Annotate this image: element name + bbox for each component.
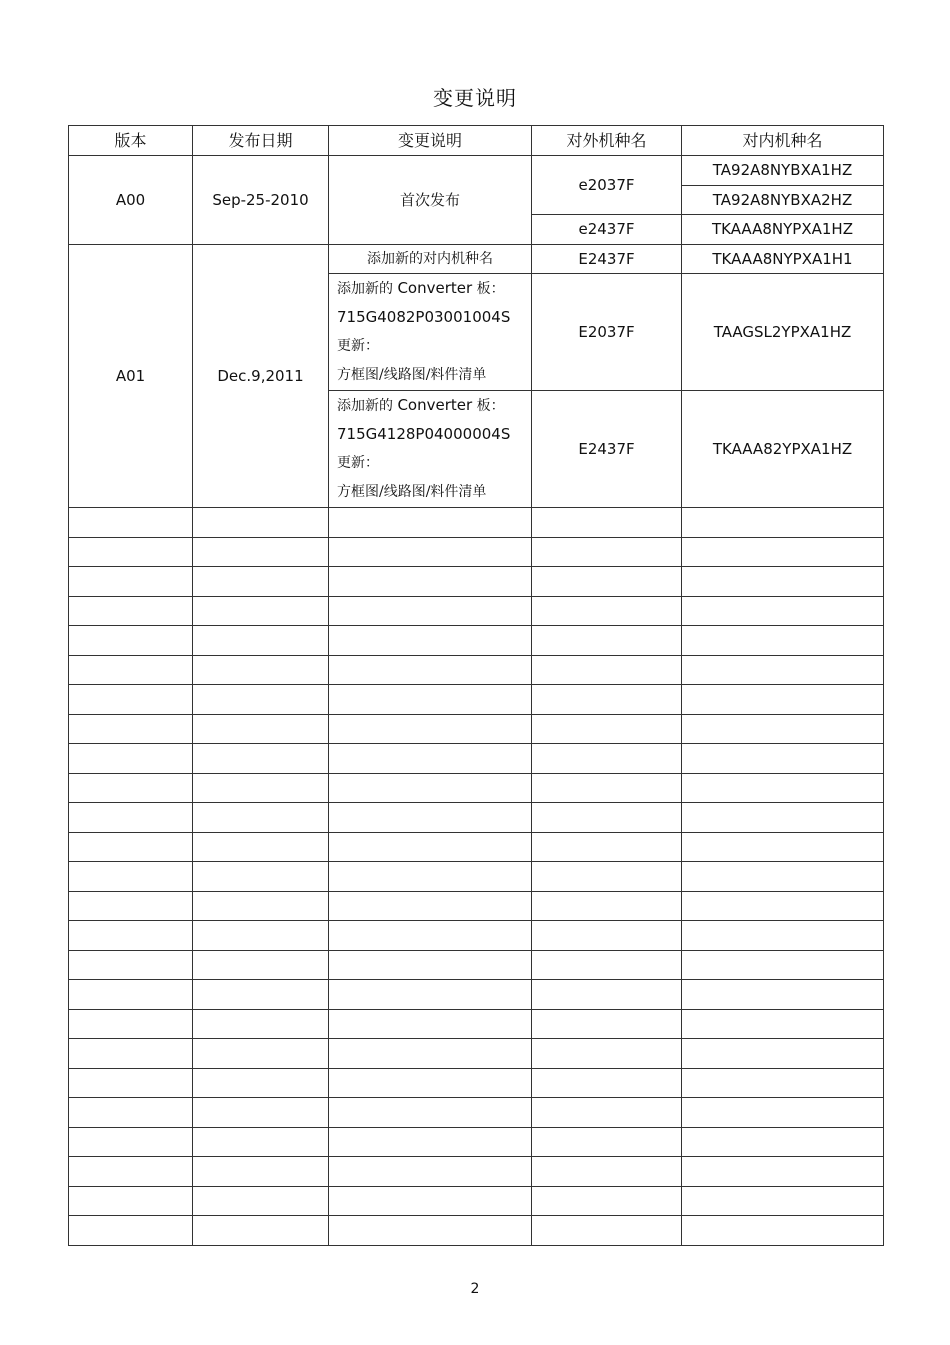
empty-cell <box>69 685 193 715</box>
empty-cell <box>69 1098 193 1128</box>
table-row <box>69 244 884 274</box>
empty-cell <box>193 537 329 567</box>
date-cell: Sep-25-2010 <box>193 156 329 245</box>
empty-cell <box>193 921 329 951</box>
empty-cell <box>682 1039 884 1069</box>
empty-table-row <box>69 655 884 685</box>
page-number: 2 <box>470 1281 480 1297</box>
empty-cell <box>532 832 682 862</box>
empty-cell <box>682 1216 884 1246</box>
empty-cell <box>69 1216 193 1246</box>
empty-cell <box>682 567 884 597</box>
description-line: 715G4082P03001004S <box>337 308 511 326</box>
empty-cell <box>69 1157 193 1187</box>
empty-table-row <box>69 744 884 774</box>
empty-cell <box>682 626 884 656</box>
empty-cell <box>329 1009 532 1039</box>
empty-cell <box>69 891 193 921</box>
empty-table-row <box>69 685 884 715</box>
empty-cell <box>193 714 329 744</box>
empty-cell <box>193 950 329 980</box>
empty-cell <box>682 921 884 951</box>
empty-cell <box>69 832 193 862</box>
empty-table-row <box>69 891 884 921</box>
empty-cell <box>69 1068 193 1098</box>
empty-cell <box>329 596 532 626</box>
empty-cell <box>532 1009 682 1039</box>
empty-cell <box>329 567 532 597</box>
empty-cell <box>329 773 532 803</box>
empty-cell <box>193 1098 329 1128</box>
empty-table-row <box>69 1216 884 1246</box>
empty-cell <box>69 1009 193 1039</box>
internal-model-cell: TKAAA8NYPXA1H1 <box>682 244 884 274</box>
empty-table-row <box>69 1157 884 1187</box>
empty-cell <box>682 891 884 921</box>
empty-cell <box>69 862 193 892</box>
empty-cell <box>682 862 884 892</box>
empty-cell <box>329 655 532 685</box>
empty-cell <box>682 1157 884 1187</box>
page-title: 变更说明 <box>433 86 517 110</box>
internal-model-cell: TKAAA8NYPXA1HZ <box>682 215 884 245</box>
header-release-date: 发布日期 <box>193 126 329 156</box>
empty-table-row <box>69 950 884 980</box>
empty-table-row <box>69 1186 884 1216</box>
empty-cell <box>193 862 329 892</box>
empty-cell <box>329 980 532 1010</box>
header-external-model: 对外机种名 <box>532 126 682 156</box>
empty-table-row <box>69 980 884 1010</box>
empty-cell <box>532 508 682 538</box>
empty-cell <box>69 773 193 803</box>
empty-table-row <box>69 773 884 803</box>
empty-cell <box>329 803 532 833</box>
empty-table-row <box>69 832 884 862</box>
empty-cell <box>329 744 532 774</box>
empty-cell <box>532 1127 682 1157</box>
empty-cell <box>69 655 193 685</box>
empty-cell <box>532 1157 682 1187</box>
empty-table-row <box>69 567 884 597</box>
empty-cell <box>532 1186 682 1216</box>
empty-cell <box>329 1216 532 1246</box>
empty-table-row <box>69 1127 884 1157</box>
description-line: 添加新的 Converter 板： <box>337 279 505 297</box>
empty-cell <box>329 1127 532 1157</box>
empty-cell <box>193 832 329 862</box>
empty-cell <box>193 1009 329 1039</box>
empty-cell <box>532 891 682 921</box>
empty-table-row <box>69 1009 884 1039</box>
header-change-description: 变更说明 <box>329 126 532 156</box>
empty-table-row <box>69 1098 884 1128</box>
empty-cell <box>532 773 682 803</box>
empty-table-row <box>69 862 884 892</box>
empty-cell <box>193 1157 329 1187</box>
empty-cell <box>532 685 682 715</box>
external-model-cell: e2437F <box>532 215 682 245</box>
empty-cell <box>193 1039 329 1069</box>
empty-cell <box>193 1127 329 1157</box>
empty-cell <box>532 655 682 685</box>
empty-cell <box>532 596 682 626</box>
empty-cell <box>532 626 682 656</box>
header-internal-model: 对内机种名 <box>682 126 884 156</box>
empty-table-row <box>69 508 884 538</box>
empty-cell <box>193 1186 329 1216</box>
empty-cell <box>193 773 329 803</box>
empty-cell <box>682 1186 884 1216</box>
empty-cell <box>69 1039 193 1069</box>
internal-model-cell: TA92A8NYBXA2HZ <box>682 185 884 215</box>
empty-cell <box>532 980 682 1010</box>
empty-cell <box>69 626 193 656</box>
empty-table-row <box>69 921 884 951</box>
change-log-table <box>68 125 884 1246</box>
description-line: 方框图/线路图/料件清单 <box>337 367 487 383</box>
empty-cell <box>69 567 193 597</box>
empty-table-row <box>69 714 884 744</box>
empty-cell <box>532 1098 682 1128</box>
version-cell: A00 <box>69 156 193 245</box>
empty-cell <box>329 891 532 921</box>
empty-cell <box>682 1098 884 1128</box>
empty-cell <box>69 980 193 1010</box>
empty-cell <box>682 1127 884 1157</box>
empty-cell <box>682 980 884 1010</box>
external-model-cell: E2437F <box>532 244 682 274</box>
empty-table-row <box>69 596 884 626</box>
description-cell <box>329 274 532 391</box>
internal-model-cell: TA92A8NYBXA1HZ <box>682 156 884 186</box>
empty-cell <box>532 567 682 597</box>
empty-cell <box>69 744 193 774</box>
empty-cell <box>69 950 193 980</box>
empty-cell <box>329 508 532 538</box>
description-line: 方框图/线路图/料件清单 <box>337 484 487 500</box>
empty-cell <box>329 1157 532 1187</box>
empty-cell <box>329 1039 532 1069</box>
empty-cell <box>193 655 329 685</box>
empty-cell <box>532 744 682 774</box>
empty-cell <box>329 832 532 862</box>
description-line: 更新： <box>337 338 379 354</box>
empty-cell <box>329 1098 532 1128</box>
empty-cell <box>682 685 884 715</box>
empty-cell <box>193 685 329 715</box>
empty-cell <box>329 1186 532 1216</box>
empty-cell <box>682 773 884 803</box>
external-model-cell: e2037F <box>532 156 682 215</box>
description-line: 更新： <box>337 455 379 471</box>
empty-cell <box>69 1186 193 1216</box>
empty-cell <box>193 744 329 774</box>
empty-table-row <box>69 537 884 567</box>
empty-table-row <box>69 803 884 833</box>
empty-cell <box>682 596 884 626</box>
empty-cell <box>329 685 532 715</box>
empty-cell <box>193 626 329 656</box>
table-row <box>69 156 884 186</box>
version-cell: A01 <box>69 244 193 508</box>
empty-cell <box>682 714 884 744</box>
empty-cell <box>193 803 329 833</box>
description-cell <box>329 391 532 508</box>
empty-cell <box>532 803 682 833</box>
empty-cell <box>329 626 532 656</box>
empty-cell <box>329 862 532 892</box>
empty-cell <box>532 537 682 567</box>
description-line: 添加新的 Converter 板： <box>337 396 505 414</box>
empty-cell <box>193 1216 329 1246</box>
empty-cell <box>329 950 532 980</box>
empty-cell <box>193 891 329 921</box>
empty-cell <box>69 921 193 951</box>
empty-cell <box>532 714 682 744</box>
empty-cell <box>682 655 884 685</box>
empty-cell <box>329 1068 532 1098</box>
external-model-cell: E2437F <box>532 391 682 508</box>
empty-cell <box>682 744 884 774</box>
empty-cell <box>682 1068 884 1098</box>
empty-cell <box>682 508 884 538</box>
description-line: 715G4128P04000004S <box>337 425 511 443</box>
header-version: 版本 <box>69 126 193 156</box>
empty-table-row <box>69 626 884 656</box>
empty-cell <box>193 508 329 538</box>
empty-cell <box>69 596 193 626</box>
date-cell: Dec.9,2011 <box>193 244 329 508</box>
empty-cell <box>193 980 329 1010</box>
empty-cell <box>532 950 682 980</box>
empty-cell <box>532 1039 682 1069</box>
empty-table-row <box>69 1068 884 1098</box>
empty-cell <box>329 537 532 567</box>
description-cell: 首次发布 <box>329 156 532 245</box>
empty-cell <box>682 832 884 862</box>
empty-cell <box>329 921 532 951</box>
internal-model-cell: TAAGSL2YPXA1HZ <box>682 274 884 391</box>
empty-cell <box>532 921 682 951</box>
empty-cell <box>193 567 329 597</box>
empty-cell <box>69 508 193 538</box>
external-model-cell: E2037F <box>532 274 682 391</box>
empty-cell <box>682 1009 884 1039</box>
empty-cell <box>69 537 193 567</box>
empty-cell <box>69 714 193 744</box>
internal-model-cell: TKAAA82YPXA1HZ <box>682 391 884 508</box>
empty-table-row <box>69 1039 884 1069</box>
empty-cell <box>532 1216 682 1246</box>
empty-cell <box>682 803 884 833</box>
empty-cell <box>532 862 682 892</box>
empty-cell <box>69 803 193 833</box>
empty-cell <box>193 596 329 626</box>
empty-cell <box>193 1068 329 1098</box>
table-header-row <box>69 126 884 156</box>
empty-cell <box>329 714 532 744</box>
empty-cell <box>532 1068 682 1098</box>
empty-cell <box>69 1127 193 1157</box>
empty-cell <box>682 537 884 567</box>
description-cell: 添加新的对内机种名 <box>329 244 532 274</box>
empty-cell <box>682 950 884 980</box>
